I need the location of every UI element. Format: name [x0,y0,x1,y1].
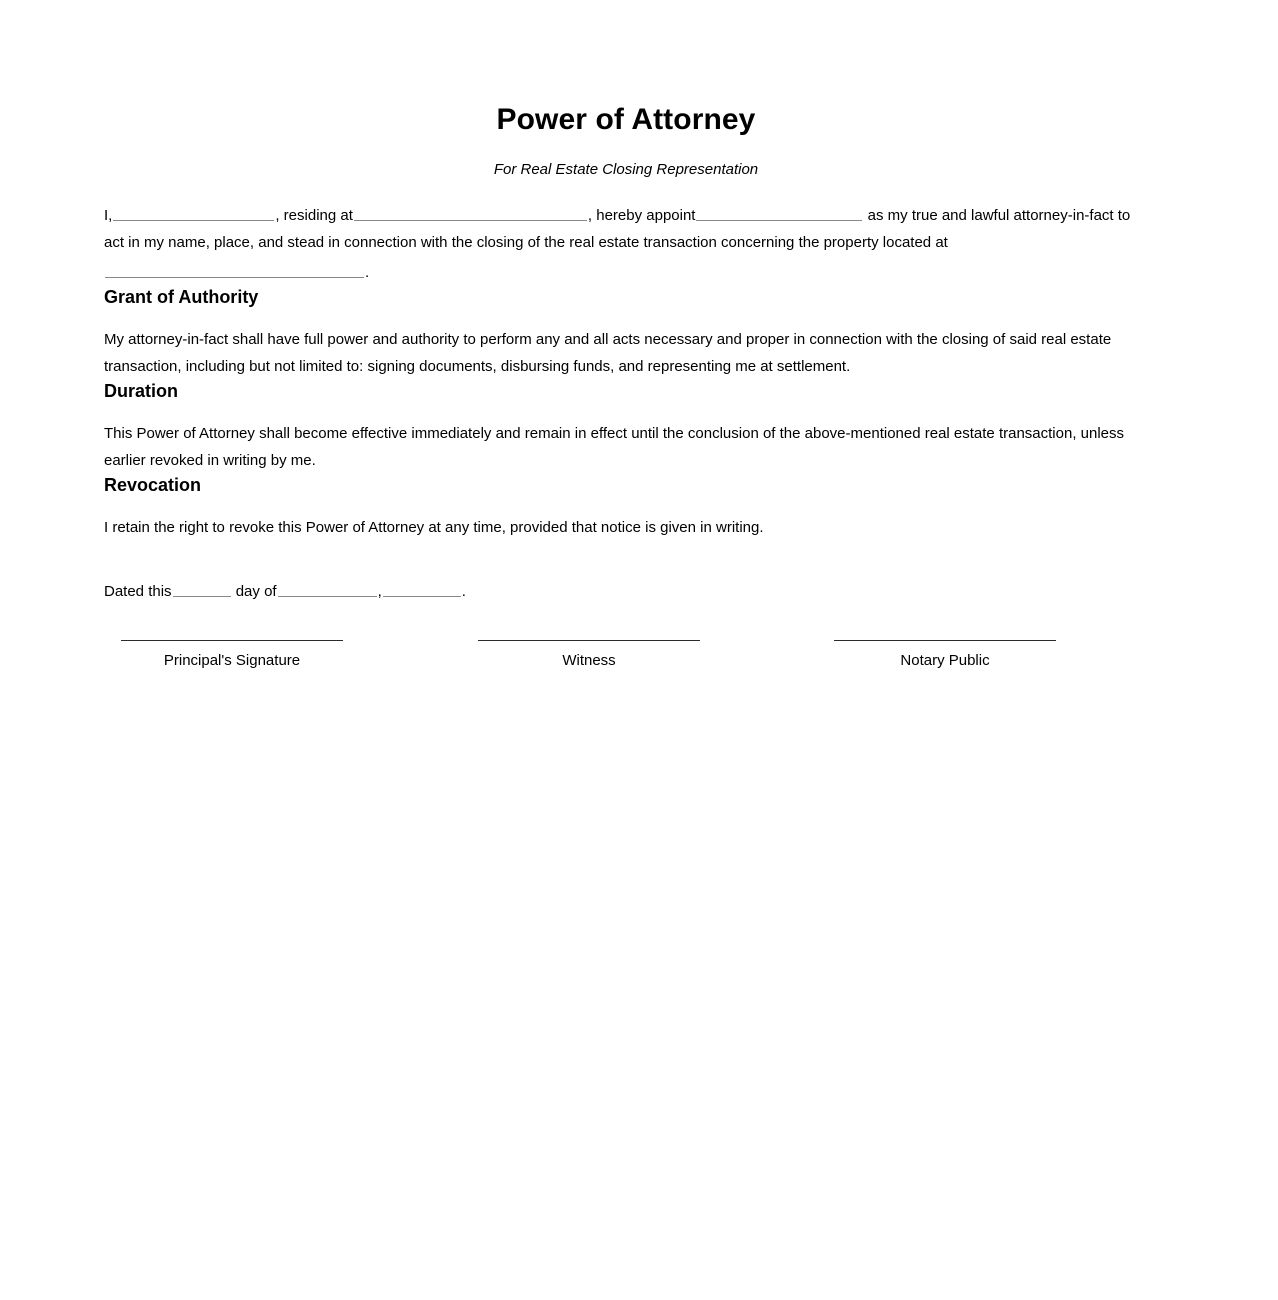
section-heading-grant-of-authority: Grant of Authority [104,287,259,307]
signature-row [104,605,1148,671]
property-address-blank[interactable] [105,260,364,278]
signature-label-principal: Principal's Signature [163,652,301,669]
intro-text-part2: , residing at [275,207,353,224]
dated-prefix-label: Dated this [104,583,172,600]
signature-block-notary [834,640,1056,671]
signature-block-principal [121,640,343,671]
principal-name-blank[interactable] [113,203,274,221]
dated-line [104,541,1148,605]
intro-text-part5: . [365,264,370,281]
intro-text-part1: I, [104,207,113,224]
section-body-revocation: I retain the right to revoke this Power of Attorney at any time, provided that notice is given in writing. [104,519,764,536]
dated-separator: , [377,583,382,600]
section-body-grant-of-authority: My attorney-in-fact shall have full power and authority to perform any and all acts necessary and proper in connection with the closing of said real estate transaction, including but not limited to: signing documents, disbursing funds, and representing me at settlement. [104,331,1112,375]
principal-address-blank[interactable] [354,203,587,221]
section-heading-revocation: Revocation [104,475,202,495]
attorney-in-fact-name-blank[interactable] [696,203,862,221]
document-content [104,0,1148,671]
dated-suffix: . [461,583,466,600]
intro-text-part3: , hereby appoint [587,207,696,224]
section-heading-duration: Duration [104,381,178,401]
signature-label-witness: Witness [562,652,616,669]
intro-paragraph [104,180,1148,256]
signature-label-notary: Notary Public [900,652,990,669]
signature-block-witness [478,640,700,671]
property-address-line [104,256,1148,286]
date-day-blank[interactable] [173,579,231,597]
intro-text-part4: as my true and lawful attorney-in-fact to act in my name, place, and stead in connection with the closing of the real estate transaction concerning the property located at [104,207,1131,251]
page-subtitle: For Real Estate Closing Representation [493,161,759,178]
dated-middle-label: day of [235,583,277,600]
date-month-blank[interactable] [278,579,377,597]
page-title: Power of Attorney [496,103,756,136]
date-year-blank[interactable] [383,579,461,597]
section-body-duration: This Power of Attorney shall become effective immediately and remain in effect until the conclusion of the above-mentioned real estate transaction, unless earlier revoked in writing by me. [104,425,1125,469]
